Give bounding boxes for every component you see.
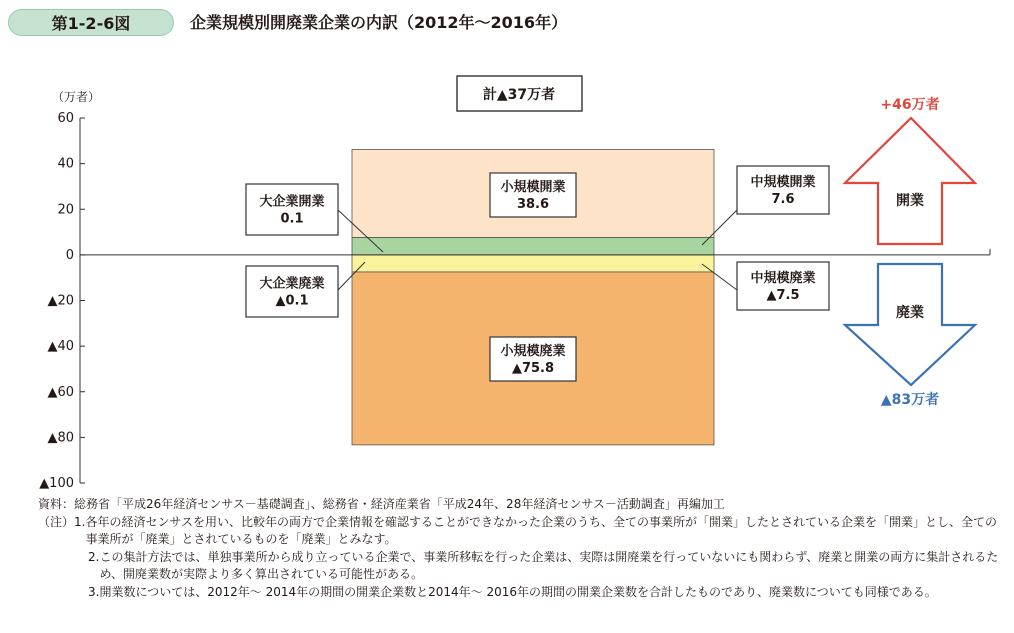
notes	[38, 496, 1003, 601]
note-2	[38, 549, 1003, 584]
small-openings-label-name: 小規模開業	[500, 180, 566, 195]
note-1-text: 各年の経済センサスを用い、比較年の両方で企業情報を確認することができなかった企業のうち、全ての事業所が「開業」したとされている企業を「開業」とし、全ての事業所が「廃業」とされているものを「廃業」とみなす。	[85, 514, 997, 546]
y-tick-label: ▲100	[39, 476, 74, 490]
note-3-text: 開業数については、2012年～ 2014年の期間の開業企業数と2014年～ 2016年の期間の開業企業数を合計したものであり、廃業数についても同様である。	[99, 584, 937, 599]
total-label: 計▲37万者	[482, 87, 556, 103]
note-3-number: 3.	[88, 584, 100, 599]
openings-arrow-label: 開業	[896, 193, 924, 209]
closures-total: ▲83万者	[880, 392, 940, 408]
small-closures-label-value: ▲75.8	[511, 361, 555, 376]
y-tick-label: ▲60	[47, 384, 74, 400]
note-1	[38, 514, 1003, 549]
y-tick-label: ▲20	[47, 293, 74, 309]
note-2-number: 2.	[88, 549, 100, 564]
note-2-text: この集計方法では、単独事業所から成り立っている企業で、事業所移転を行った企業は、実際は開廃業を行っていないにも関わらず、廃業と開業の両方に集計されるため、開廃業数が実際より多く算出されている可能性がある。	[99, 549, 999, 581]
figure-title: 企業規模別開廃業企業の内訳（2012年～2016年）	[190, 13, 568, 32]
medium-openings-label-value: 7.6	[771, 192, 795, 207]
openings-up-arrow-icon	[845, 118, 975, 244]
closures-arrow-label: 廃業	[896, 305, 924, 321]
bar-medium-openings	[352, 238, 714, 255]
y-tick-label: ▲80	[47, 430, 74, 446]
large-openings-label-box	[246, 184, 338, 235]
y-tick-label: 0	[65, 247, 74, 263]
small-closures-label-name: 小規模廃業	[500, 344, 566, 359]
note-1-number: （注）1.	[38, 514, 86, 529]
y-tick-label: ▲40	[47, 339, 74, 355]
large-closures-label-value: ▲0.1	[275, 293, 309, 309]
closures-down-arrow-icon	[845, 264, 975, 385]
y-tick-label: 40	[57, 156, 74, 172]
large-closures-label-box	[246, 266, 338, 317]
medium-closures-label-value: ▲7.5	[766, 288, 800, 303]
large-closures-label-name: 大企業廃業	[259, 276, 325, 292]
large-openings-label-name: 大企業開業	[259, 194, 325, 210]
note-3	[38, 584, 1003, 602]
small-openings-label-value: 38.6	[516, 197, 550, 212]
bar-medium-closures	[352, 255, 714, 272]
large-openings-label-value: 0.1	[280, 211, 304, 227]
figure-number-badge: 第1-2-6図	[8, 9, 174, 36]
y-tick-label: 60	[57, 111, 74, 126]
y-axis-unit-label: （万者）	[52, 90, 101, 104]
openings-total: +46万者	[880, 97, 940, 113]
medium-closures-label-name: 中規模廃業	[750, 271, 816, 286]
source-note: 資料：総務省「平成26年経済センサス－基礎調査」、総務省・経済産業省「平成24年、28年経済センサス－活動調査」再編加工	[38, 497, 725, 511]
medium-openings-label-name: 中規模開業	[750, 175, 816, 190]
y-tick-label: 20	[57, 202, 74, 218]
